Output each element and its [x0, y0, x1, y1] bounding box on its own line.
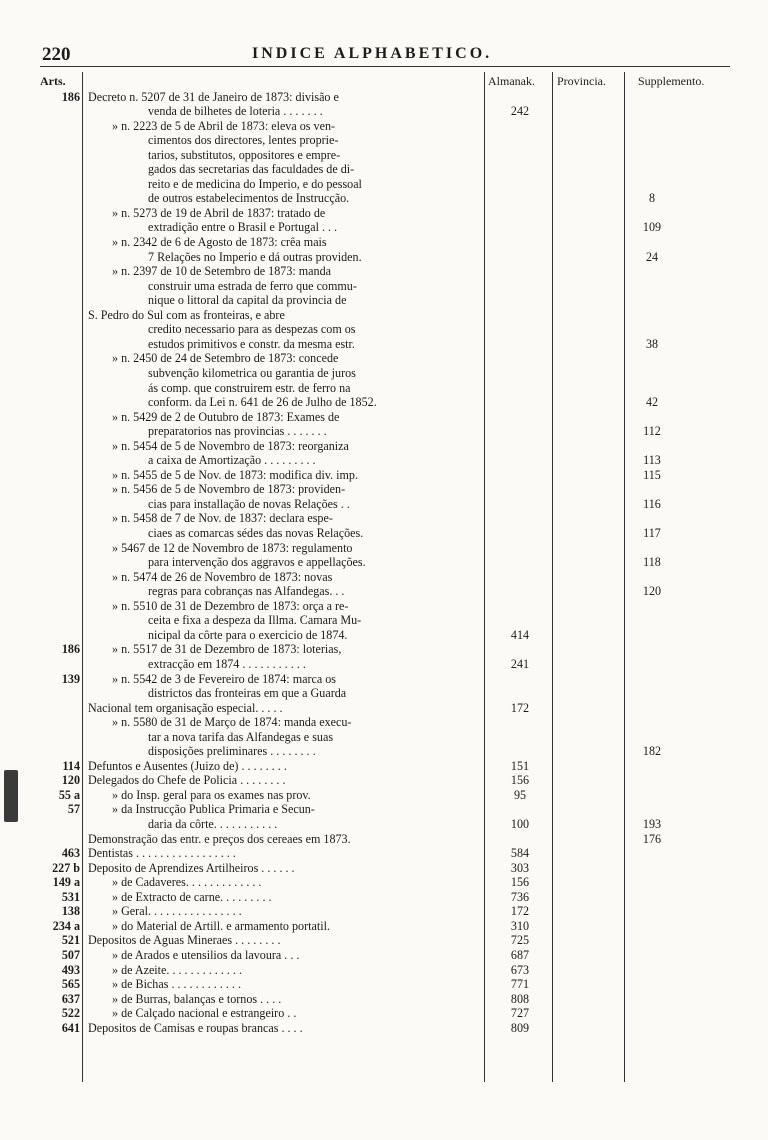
entry-text: para intervenção dos aggravos e appellações. [148, 555, 366, 570]
index-row [0, 279, 768, 294]
almanak-page: 156 [510, 773, 530, 788]
supplemento-page: 38 [645, 336, 659, 351]
entry-text: subvenção kilometrica ou garantia de juros [148, 365, 356, 380]
supplemento-page: 42 [645, 395, 659, 410]
index-row [0, 177, 768, 192]
entry-text: » n. 2397 de 10 de Setembro de 1873: manda [112, 264, 331, 279]
index-row [0, 977, 768, 992]
entry-text: Deposito de Aprendizes Artilheiros . . . . . . [88, 860, 295, 875]
entry-text: » n. 5510 de 31 de Dezembro de 1873: orça a re- [112, 598, 349, 613]
entry-text: disposições preliminares . . . . . . . . [148, 744, 316, 759]
index-row [0, 90, 768, 105]
provincia-column-header: Provincia. [557, 74, 606, 88]
entry-text: gados das secretarias das faculdades de di- [148, 162, 355, 177]
index-row [0, 322, 768, 337]
entry-text: » de Arados e utensilios da lavoura . . . [112, 947, 300, 962]
supplemento-page: 24 [645, 249, 659, 264]
index-row [0, 628, 768, 643]
entry-text: cimentos dos directores, lentes proprie- [148, 133, 339, 148]
entry-text: » n. 5454 de 5 de Novembro de 1873: reorganiza [112, 438, 349, 453]
entry-text: Delegados do Chefe de Policia . . . . . . . . [88, 773, 286, 788]
entry-text: tarios, substitutos, oppositores e empre- [148, 147, 341, 162]
index-row [0, 541, 768, 556]
entry-text: Dentistas . . . . . . . . . . . . . . . . . [88, 846, 236, 861]
index-row [0, 817, 768, 832]
supplemento-page: 120 [642, 584, 662, 599]
supplemento-column-header: Supplemento. [638, 74, 705, 88]
art-number: 186 [61, 89, 80, 104]
supplemento-page: 8 [648, 191, 656, 206]
almanak-page: 771 [510, 977, 530, 992]
entry-text: extradição entre o Brasil e Portugal . . . [148, 220, 338, 235]
index-row [0, 555, 768, 570]
supplemento-page: 113 [643, 453, 661, 468]
entry-text: S. Pedro do Sul com as fronteiras, e abre [88, 307, 285, 322]
entry-text: » de Bichas . . . . . . . . . . . . [112, 977, 241, 992]
art-number: 149 a [52, 875, 80, 890]
index-row [0, 308, 768, 323]
almanak-page: 172 [510, 904, 530, 919]
index-row [0, 919, 768, 934]
almanak-page: 241 [510, 656, 530, 671]
entry-text: daria da côrte. . . . . . . . . . . [148, 817, 278, 831]
supplemento-page: 118 [643, 555, 661, 570]
page-title: INDICE ALPHABETICO. [252, 45, 493, 62]
almanak-page: 151 [510, 758, 530, 773]
entry-text: » de Extracto de carne. . . . . . . . . [112, 889, 272, 904]
index-row [0, 351, 768, 366]
index-row [0, 235, 768, 250]
index-row [0, 701, 768, 716]
index-row [0, 293, 768, 308]
almanak-page: 727 [510, 1006, 530, 1021]
index-row [0, 439, 768, 454]
index-row [0, 206, 768, 221]
page-number: 220 [42, 44, 71, 65]
index-row [0, 482, 768, 497]
index-row [0, 802, 768, 817]
entry-text: » n. 5542 de 3 de Fevereiro de 1874: marca os [112, 671, 337, 686]
art-number: 463 [61, 846, 80, 861]
entry-text: » n. 5273 de 19 de Abril de 1837: tratado de [112, 205, 326, 220]
entry-text: » n. 5458 de 7 de Nov. de 1837: declara espe- [112, 511, 333, 526]
entry-text: » do Material de Artill. e armamento portatil. [112, 918, 330, 933]
almanak-page: 414 [510, 627, 530, 642]
art-number: 234 a [52, 918, 80, 933]
entry-text: construir uma estrada de ferro que commu- [148, 278, 357, 293]
almanak-page: 809 [510, 1020, 530, 1035]
entry-text: a caixa de Amortização . . . . . . . . . [148, 453, 316, 468]
art-number: 57 [67, 802, 80, 817]
index-row [0, 613, 768, 628]
index-row [0, 250, 768, 265]
index-row [0, 933, 768, 948]
entry-text: » do Insp. geral para os exames nas prov. [112, 787, 311, 802]
supplemento-page: 112 [643, 424, 661, 439]
entry-text: Defuntos e Ausentes (Juizo de) . . . . . . . . [88, 758, 287, 773]
art-number: 637 [61, 991, 80, 1006]
index-row [0, 395, 768, 410]
supplemento-page: 182 [642, 744, 662, 759]
index-row [0, 788, 768, 803]
almanak-page: 808 [510, 991, 530, 1006]
almanak-page: 310 [510, 918, 530, 933]
index-row [0, 904, 768, 919]
index-row [0, 773, 768, 788]
entry-text: conform. da Lei n. 641 de 26 de Julho de 1852. [148, 395, 377, 410]
art-number: 114 [62, 758, 80, 773]
index-row [0, 1021, 768, 1036]
almanak-page: 584 [510, 846, 530, 861]
index-row [0, 133, 768, 148]
index-row [0, 948, 768, 963]
almanak-page: 303 [510, 860, 530, 875]
entry-text: » n. 5580 de 31 de Março de 1874: manda execu- [112, 715, 352, 730]
index-row [0, 570, 768, 585]
entry-text: » n. 5455 de 5 de Nov. de 1873: modifica div. imp. [112, 467, 358, 482]
entry-text: preparatorios nas provincias . . . . . . . [148, 424, 327, 439]
art-number: 565 [61, 977, 80, 992]
entry-text: nicipal da côrte para o exercicio de 1874. [148, 627, 348, 642]
entry-text: venda de bilhetes de loteria . . . . . . . [148, 104, 323, 119]
entry-text: estudos primitivos e constr. da mesma estr. [148, 336, 355, 351]
index-row [0, 657, 768, 672]
almanak-page: 687 [510, 947, 530, 962]
index-row [0, 672, 768, 687]
arts-column-header: Arts. [40, 74, 66, 88]
art-number: 227 b [52, 860, 80, 875]
supplemento-page: 176 [642, 831, 662, 846]
index-row [0, 992, 768, 1007]
index-row [0, 468, 768, 483]
art-number: 522 [61, 1006, 80, 1021]
index-row [0, 148, 768, 163]
entry-text: » n. 5456 de 5 de Novembro de 1873: providen- [112, 482, 346, 497]
art-number: 186 [61, 642, 80, 657]
entry-text: Depositos de Aguas Mineraes . . . . . . . . [88, 933, 281, 948]
index-row [0, 963, 768, 978]
entry-text: de outros estabelecimentos de Instrucção. [148, 191, 350, 206]
almanak-column-header: Almanak. [488, 74, 535, 88]
entry-text: » n. 2450 de 24 de Setembro de 1873: concede [112, 351, 339, 366]
entry-text: regras para cobranças nas Alfandegas. . . [148, 584, 345, 599]
index-row [0, 642, 768, 657]
entry-text: » n. 5429 de 2 de Outubro de 1873: Exames de [112, 409, 340, 424]
entry-text: » de Cadaveres. . . . . . . . . . . . . [112, 875, 262, 890]
entry-text: ceita e fixa a despeza da Illma. Camara Mu- [148, 613, 362, 628]
entry-text: » de Calçado nacional e estrangeiro . . [112, 1006, 297, 1021]
entry-text: » 5467 de 12 de Novembro de 1873: regulamento [112, 540, 353, 555]
entry-text: Decreto n. 5207 de 31 de Janeiro de 1873: divisão e [88, 89, 339, 104]
index-row [0, 890, 768, 905]
almanak-page: 242 [510, 104, 530, 119]
entry-text: credito necessario para as despezas com os [148, 322, 356, 337]
art-number: 139 [61, 671, 80, 686]
index-row [0, 220, 768, 235]
art-number: 493 [61, 962, 80, 977]
entry-text: » de Azeite. . . . . . . . . . . . . [112, 962, 242, 977]
entry-text: » n. 5517 de 31 de Dezembro de 1873: loterias, [112, 642, 342, 657]
index-row [0, 162, 768, 177]
almanak-page: 156 [510, 875, 530, 890]
entry-text: ciaes as comarcas sédes das novas Relações. [148, 526, 364, 540]
art-number: 521 [61, 933, 80, 948]
index-row [0, 832, 768, 847]
index-row [0, 686, 768, 701]
supplemento-page: 109 [642, 220, 662, 235]
art-number: 507 [61, 947, 80, 962]
index-row [0, 526, 768, 541]
almanak-page: 736 [510, 889, 530, 904]
index-row [0, 599, 768, 614]
index-row [0, 875, 768, 890]
entry-text: » n. 2342 de 6 de Agosto de 1873: crêa mais [112, 235, 327, 249]
entry-text: extracção em 1874 . . . . . . . . . . . [148, 656, 306, 671]
entry-text: » da Instrucção Publica Primaria e Secun- [112, 802, 315, 817]
index-row [0, 381, 768, 396]
almanak-page: 673 [510, 962, 530, 977]
almanak-page: 172 [510, 700, 530, 715]
entry-text: Demonstração das entr. e preços dos cereaes em 1873. [88, 831, 351, 846]
entry-text: reito e de medicina do Imperio, e do pessoal [148, 176, 362, 191]
entry-text: 7 Relações no Imperio e dá outras providen. [148, 249, 362, 264]
entry-text: Depositos de Camisas e roupas brancas . . . . [88, 1020, 303, 1035]
art-number: 641 [61, 1020, 80, 1035]
index-row [0, 119, 768, 134]
art-number: 55 a [58, 787, 80, 802]
supplemento-page: 193 [642, 817, 662, 831]
index-row [0, 264, 768, 279]
entry-text: » Geral. . . . . . . . . . . . . . . . [112, 904, 242, 919]
entry-text: districtos das fronteiras em que a Guarda [148, 686, 347, 701]
entry-text: Nacional tem organisação especial. . . . . [88, 700, 283, 715]
index-row [0, 453, 768, 468]
index-row [0, 366, 768, 381]
entry-text: » de Burras, balanças e tornos . . . . [112, 991, 282, 1006]
entry-text: nique o littoral da capital da provincia de [148, 293, 347, 308]
index-row [0, 584, 768, 599]
almanak-page: 95 [513, 787, 527, 802]
index-row [0, 715, 768, 730]
art-number: 120 [61, 773, 80, 788]
art-number: 531 [61, 889, 80, 904]
index-row [0, 191, 768, 206]
index-row [0, 1006, 768, 1021]
index-row [0, 511, 768, 526]
supplemento-page: 117 [643, 526, 661, 540]
entry-text: cias para installação de novas Relações . . [148, 496, 350, 511]
index-row [0, 337, 768, 352]
entry-text: » n. 5474 de 26 de Novembro de 1873: novas [112, 569, 333, 584]
almanak-page: 725 [510, 933, 530, 948]
index-row [0, 744, 768, 759]
header-rule [40, 66, 730, 67]
index-row [0, 846, 768, 861]
index-row [0, 497, 768, 512]
supplemento-page: 116 [643, 496, 661, 511]
entry-text: ás comp. que construirem estr. de ferro na [148, 380, 351, 395]
index-row [0, 861, 768, 876]
art-number: 138 [61, 904, 80, 919]
index-row [0, 759, 768, 774]
index-row [0, 410, 768, 425]
almanak-page: 100 [510, 817, 530, 831]
entry-text: » n. 2223 de 5 de Abril de 1873: eleva os ven- [112, 118, 336, 133]
index-row [0, 104, 768, 119]
supplemento-page: 115 [643, 467, 661, 482]
entry-text: tar a nova tarifa das Alfandegas e suas [148, 729, 334, 744]
index-row [0, 730, 768, 745]
index-row [0, 424, 768, 439]
